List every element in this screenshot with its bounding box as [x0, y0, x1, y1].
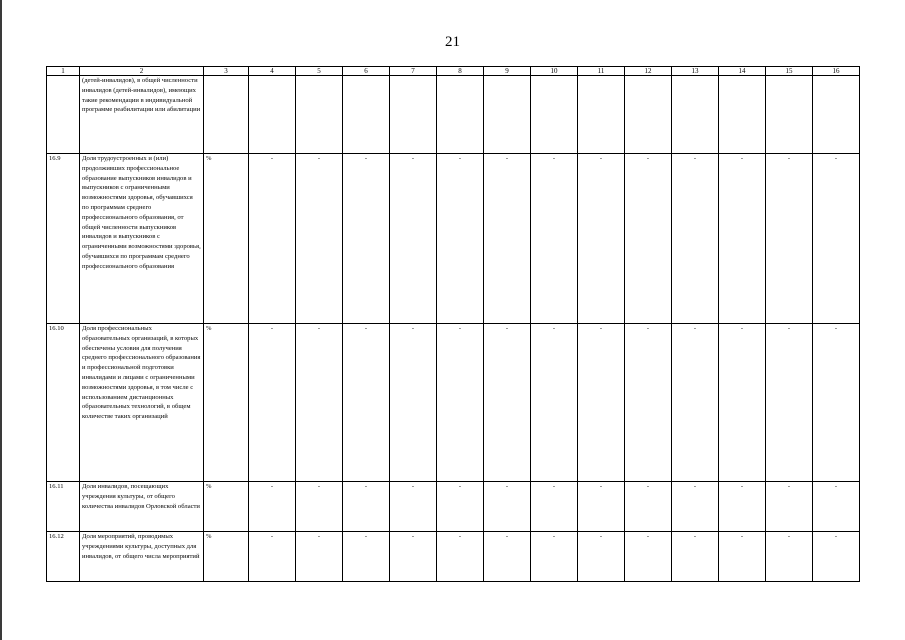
indicator-description: Доля мероприятий, проводимых учреждениями культуры, доступных для инвалидов, от общего числа мероприятий — [80, 532, 204, 582]
column-header: 5 — [296, 67, 343, 76]
value-cell — [249, 76, 296, 154]
value-cell — [719, 76, 766, 154]
value-cell: - — [813, 532, 860, 582]
value-cell: - — [296, 154, 343, 324]
value-cell: - — [531, 482, 578, 532]
value-cell: - — [437, 532, 484, 582]
value-cell: - — [766, 532, 813, 582]
value-cell: - — [437, 154, 484, 324]
value-cell: - — [719, 482, 766, 532]
indicators-table — [46, 66, 860, 582]
unit-cell: % — [204, 324, 249, 482]
table-row — [47, 482, 860, 532]
value-cell: - — [672, 154, 719, 324]
value-cell — [296, 76, 343, 154]
value-cell: - — [437, 324, 484, 482]
indicator-description: (детей-инвалидов), в общей численности инвалидов (детей-инвалидов), имеющих такие рекомендации в индивидуальной программе реабилитации или абилитации — [80, 76, 204, 154]
row-number: 16.11 — [47, 482, 80, 532]
value-cell: - — [578, 324, 625, 482]
value-cell: - — [249, 154, 296, 324]
column-header: 9 — [484, 67, 531, 76]
value-cell: - — [719, 532, 766, 582]
value-cell: - — [672, 532, 719, 582]
value-cell: - — [484, 324, 531, 482]
value-cell: - — [766, 482, 813, 532]
value-cell: - — [296, 482, 343, 532]
value-cell: - — [625, 324, 672, 482]
value-cell: - — [484, 532, 531, 582]
value-cell: - — [531, 532, 578, 582]
indicator-description: Доля инвалидов, посещающих учреждения культуры, от общего количества инвалидов Орловской области — [80, 482, 204, 532]
unit-cell — [204, 76, 249, 154]
value-cell: - — [343, 482, 390, 532]
value-cell: - — [578, 532, 625, 582]
column-header: 4 — [249, 67, 296, 76]
value-cell: - — [672, 482, 719, 532]
column-header: 1 — [47, 67, 80, 76]
value-cell: - — [578, 154, 625, 324]
page-number: 21 — [445, 34, 460, 50]
row-number: 16.12 — [47, 532, 80, 582]
table-row — [47, 532, 860, 582]
unit-cell: % — [204, 532, 249, 582]
indicator-description: Доля трудоустроенных и (или) продолживших профессиональное образование выпускников инвалидов и выпускников с ограниченными возможностями здоровья, обучавшихся по программам среднего профессионального образования, от общей численности выпускников инвалидов и выпускников с ограниченными возможностями здоровья, обучавшихся по программам среднего профессионального образования — [80, 154, 204, 324]
value-cell — [578, 76, 625, 154]
column-header: 2 — [80, 67, 204, 76]
column-header: 10 — [531, 67, 578, 76]
value-cell: - — [672, 324, 719, 482]
row-number — [47, 76, 80, 154]
column-header: 8 — [437, 67, 484, 76]
indicator-description: Доля профессиональных образовательных организаций, в которых обеспечены условия для получения среднего профессионального образования и профессиональной подготовки инвалидами и лицами с ограниченными возможностями здоровья, в том числе с использованием дистанционных образовательных технологий, в общем количестве таких организаций — [80, 324, 204, 482]
value-cell: - — [484, 154, 531, 324]
value-cell: - — [296, 324, 343, 482]
column-header: 12 — [625, 67, 672, 76]
value-cell — [531, 76, 578, 154]
table-row — [47, 154, 860, 324]
value-cell: - — [249, 532, 296, 582]
value-cell — [813, 76, 860, 154]
value-cell: - — [625, 482, 672, 532]
value-cell: - — [484, 482, 531, 532]
column-header: 6 — [343, 67, 390, 76]
value-cell — [766, 76, 813, 154]
column-header: 3 — [204, 67, 249, 76]
column-header: 14 — [719, 67, 766, 76]
value-cell: - — [390, 482, 437, 532]
column-header: 13 — [672, 67, 719, 76]
value-cell: - — [531, 324, 578, 482]
value-cell — [625, 76, 672, 154]
value-cell: - — [719, 324, 766, 482]
value-cell: - — [343, 324, 390, 482]
value-cell: - — [625, 154, 672, 324]
row-number: 16.9 — [47, 154, 80, 324]
value-cell: - — [578, 482, 625, 532]
value-cell — [343, 76, 390, 154]
value-cell: - — [813, 154, 860, 324]
value-cell — [672, 76, 719, 154]
value-cell: - — [625, 532, 672, 582]
value-cell: - — [813, 324, 860, 482]
value-cell — [484, 76, 531, 154]
column-header: 11 — [578, 67, 625, 76]
table-row — [47, 324, 860, 482]
value-cell: - — [343, 532, 390, 582]
value-cell: - — [437, 482, 484, 532]
value-cell: - — [766, 154, 813, 324]
value-cell — [390, 76, 437, 154]
value-cell: - — [719, 154, 766, 324]
page-left-edge — [0, 0, 2, 640]
unit-cell: % — [204, 154, 249, 324]
value-cell: - — [343, 154, 390, 324]
unit-cell: % — [204, 482, 249, 532]
value-cell: - — [296, 532, 343, 582]
column-header: 16 — [813, 67, 860, 76]
row-number: 16.10 — [47, 324, 80, 482]
value-cell: - — [249, 324, 296, 482]
column-header: 15 — [766, 67, 813, 76]
value-cell: - — [390, 324, 437, 482]
column-numbers-row — [47, 67, 860, 76]
value-cell: - — [531, 154, 578, 324]
value-cell: - — [813, 482, 860, 532]
value-cell: - — [766, 324, 813, 482]
value-cell: - — [390, 532, 437, 582]
value-cell: - — [249, 482, 296, 532]
column-header: 7 — [390, 67, 437, 76]
value-cell — [437, 76, 484, 154]
table-row — [47, 76, 860, 154]
value-cell: - — [390, 154, 437, 324]
